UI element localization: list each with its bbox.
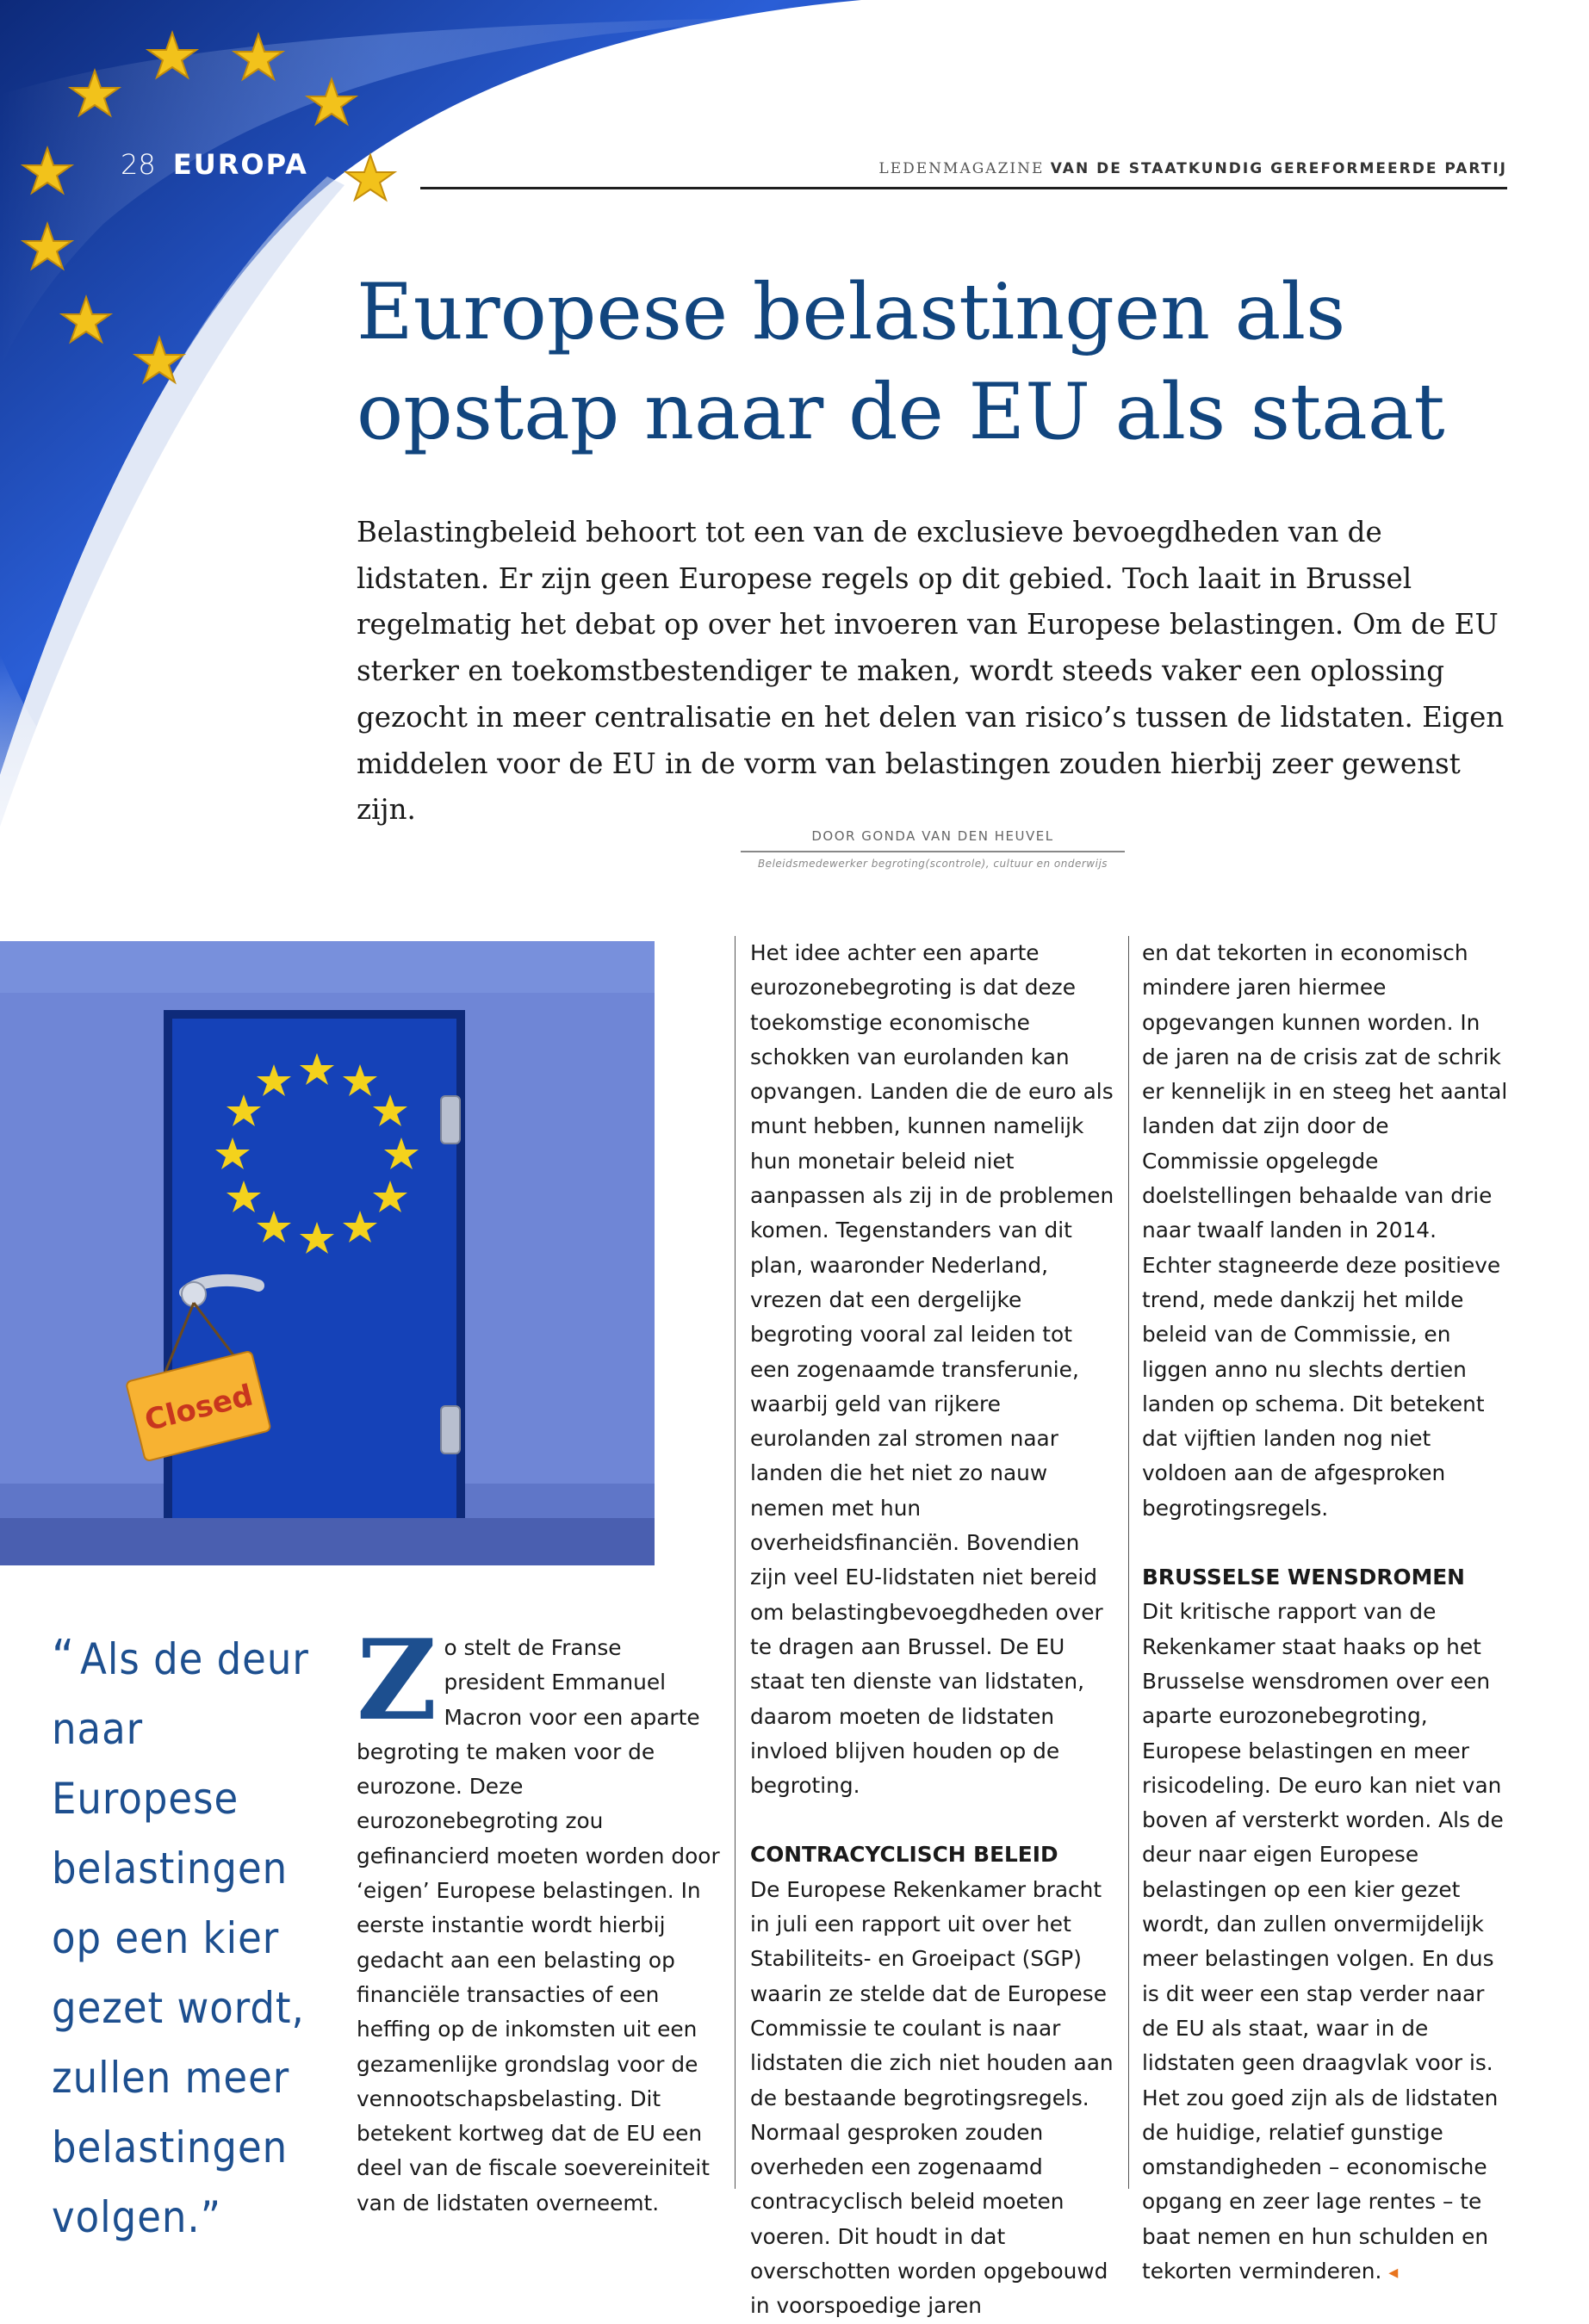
- pull-quote-text: Als de deur naar Europese belastingen op een kier gezet wordt, zullen meer belastingen volgen.: [52, 1634, 309, 2242]
- column-divider: [1128, 936, 1129, 2189]
- body-paragraph: [1142, 1595, 1512, 2290]
- closed-sign-text: Closed: [141, 1378, 257, 1439]
- body-paragraph-text: Dit kritische rapport van de Rekenkamer staat haaks op het Brusselse wensdromen over een aparte eurozonebegroting, Europese belastingen en meer risicodeling. De euro kan niet van boven af versterkt worden. Als de deur naar eigen Europese belastingen op een kier gezet wordt, dan zullen onvermijdelijk meer belastingen volgen. En dus is dit weer een stap verder naar de EU als staat, waar in de lidstaten geen draagvlak voor is. Het zou goed zijn als de lidstaten de huidige, relatief gunstige omstandigheden – economische opgang en zeer lage rentes – te baat nemen en hun schulden en tekorten verminderen.: [1142, 1599, 1504, 2284]
- body-column-1: [357, 1616, 723, 2221]
- body-paragraph: De Europese Rekenkamer bracht in juli een rapport uit over het Stabiliteits- en Groeipact (SGP) waarin ze stelde dat de Europese Commissie te coulant is naar lidstaten die zich niet houden aan de bestaande begrotingsregels. Normaal gesproken zouden overheden een zogenaamd contracyclisch beleid moeten voeren. Dit houdt in dat overschotten worden opgebouwd in voorspoedige jaren: [750, 1876, 1114, 2319]
- end-mark-icon: ◂: [1388, 2261, 1399, 2284]
- article-title: [357, 263, 1511, 462]
- subheading-brusselse-wensdromen: BRUSSELSE WENSDROMEN: [1142, 1565, 1465, 1590]
- subheading-contracyclisch: CONTRACYCLISCH BELEID: [750, 1842, 1058, 1868]
- closed-eu-door-illustration: [0, 941, 655, 1565]
- article-title-line2: opstap naar de EU als staat: [357, 367, 1445, 457]
- byline: [741, 828, 1125, 870]
- masthead-rule: [420, 187, 1507, 189]
- body-paragraph: o stelt de Franse president Emmanuel Macron voor een aparte begroting te maken voor de eurozone. Deze eurozonebegroting zou gefinancierd moeten worden door ‘eigen’ Europese belastingen. In eerste instantie wordt hierbij gedacht aan een belasting op financiële transacties of een heffing op de inkomsten uit een gezamenlijke grondslag voor de vennootschapsbelasting. Dit betekent kortweg dat de EU een deel van de fiscale soevereiniteit van de lidstaten overneemt.: [357, 1635, 720, 2216]
- page-number-section: [121, 148, 308, 181]
- column-divider: [735, 936, 736, 2189]
- quote-open-mark: “: [52, 1630, 76, 1686]
- masthead: [878, 160, 1507, 177]
- drop-cap: Z: [357, 1616, 438, 1745]
- body-column-3: [1142, 936, 1512, 2290]
- body-paragraph: Het idee achter een aparte eurozonebegroting is dat deze toekomstige economische schokken van eurolanden kan opvangen. Landen die de euro als munt hebben, kunnen namelijk hun monetair beleid niet aanpassen als zij in de problemen komen. Tegenstanders van dit plan, waaronder Nederland, vrezen dat een dergelijke begroting vooral zal leiden tot een zogenaamde transferunie, waarbij geld van rijkere eurolanden zal stromen naar landen die het niet zo nauw nemen met hun overheidsfinanciën. Bovendien zijn veel EU-lidstaten niet bereid om belastingbevoegdheden over te dragen aan Brussel. De EU staat ten dienste van lidstaten, daarom moeten de lidstaten invloed blijven houden op de begroting.: [750, 940, 1114, 1799]
- article-title-line1: Europese belastingen als: [357, 267, 1346, 357]
- masthead-main: VAN DE STAATKUNDIG GEREFORMEERDE PARTIJ: [1050, 160, 1507, 177]
- masthead-prefix: LEDENMAGAZINE: [878, 160, 1045, 177]
- body-paragraph: en dat tekorten in economisch mindere jaren hiermee opgevangen kunnen worden. In de jaren na de crisis zat de schrik er kennelijk in en steeg het aantal landen dat zijn door de Commissie opgelegde doelstellingen behaalde van drie naar twaalf landen in 2014. Echter stagneerde deze positieve trend, mede dankzij het milde beleid van de Commissie, en liggen anno nu slechts dertien landen op schema. Dit betekent dat vijftien landen nog niet voldoen aan de afgesproken begrotingsregels.: [1142, 940, 1508, 1521]
- quote-close-mark: ”: [200, 2192, 221, 2242]
- byline-author: DOOR GONDA VAN DEN HEUVEL: [741, 828, 1125, 852]
- byline-role: Beleidsmedewerker begroting(scontrole), cultuur en onderwijs: [757, 858, 1108, 870]
- page-number: 28: [121, 148, 156, 181]
- pull-quote: [52, 1623, 336, 2253]
- article-intro: Belastingbeleid behoort tot een van de exclusieve bevoegdheden van de lidstaten. Er zijn geen Europese regels op dit gebied. Toch laait in Brussel regelmatig het debat op over het invoeren van Europese belastingen. Om de EU sterker en toekomstbestendiger te maken, wordt steeds vaker een oplossing gezocht in meer centralisatie en het delen van risico’s tussen de lidstaten. Eigen middelen voor de EU in de vorm van belastingen zouden hierbij zeer gewenst zijn.: [357, 516, 1505, 827]
- section-title: EUROPA: [172, 148, 308, 181]
- body-column-2: [750, 936, 1116, 2324]
